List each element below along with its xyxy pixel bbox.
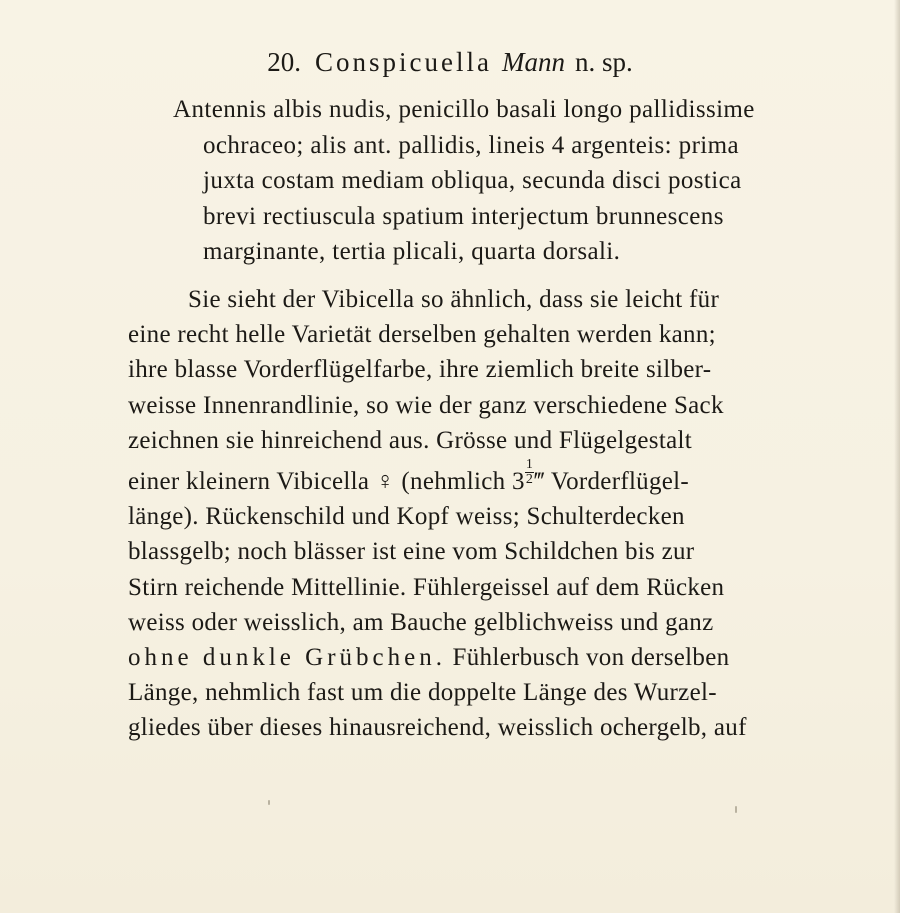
fraction-numerator: 1 — [525, 457, 534, 473]
german-line: länge). Rückenschild und Kopf weiss; Schulterdecken — [128, 503, 685, 531]
latin-line: brevi rectiuscula spatium interjectum brunnescens — [203, 202, 724, 230]
species-number: 20. — [267, 47, 301, 77]
german-line — [128, 458, 878, 499]
german-line: Stirn reichende Mittellinie. Fühlergeissel auf dem Rücken — [128, 573, 725, 601]
german-line: eine recht helle Varietät derselben gehalten werden kann; — [128, 321, 716, 349]
fraction-denominator: 2 — [525, 472, 534, 488]
german-line-part: ‴ Vorderflügel- — [534, 468, 690, 496]
latin-line: ochraceo; alis ant. pallidis, lineis 4 argenteis: prima — [203, 131, 739, 159]
german-line: weisse Innenrandlinie, so wie der ganz verschiedene Sack — [128, 391, 724, 419]
german-description — [128, 282, 878, 746]
emphasized-text: ohne dunkle Grübchen. — [128, 644, 446, 672]
latin-line: juxta costam mediam obliqua, secunda disci postica — [203, 167, 742, 194]
german-line — [128, 640, 878, 675]
species-author: Mann — [501, 47, 565, 77]
german-line: weiss oder weisslich, am Bauche gelblichweiss und ganz — [128, 608, 714, 636]
german-line: blassgelb; noch blässer ist eine vom Schildchen bis zur — [128, 538, 695, 566]
species-heading — [0, 44, 900, 80]
latin-line: marginante, tertia plicali, quarta dorsali. — [203, 238, 621, 265]
fraction-half — [525, 458, 534, 487]
german-line: Länge, nehmlich fast um die doppelte Länge des Wurzel- — [128, 679, 717, 707]
german-line: ihre blasse Vorderflügelfarbe, ihre ziemlich breite silber- — [128, 356, 712, 384]
german-line: zeichnen sie hinreichend aus. Grösse und Flügelgestalt — [128, 426, 692, 454]
latin-line: Antennis albis nudis, penicillo basali longo pallidissime — [173, 96, 755, 123]
german-line: Sie sieht der Vibicella so ähnlich, dass sie leicht für — [188, 286, 720, 313]
german-line-part: Fühlerbusch von derselben — [445, 644, 730, 672]
paper-speck — [735, 806, 737, 813]
paper-speck — [268, 800, 270, 805]
species-status: n. sp. — [574, 47, 633, 77]
latin-diagnosis — [173, 92, 873, 270]
german-line-part: einer kleinern Vibicella ♀ (nehmlich 3 — [128, 468, 525, 496]
german-line: gliedes über dieses hinausreichend, weisslich ochergelb, auf — [128, 714, 747, 742]
species-name: Conspicuella — [315, 47, 492, 77]
page-edge-shadow — [894, 0, 900, 913]
